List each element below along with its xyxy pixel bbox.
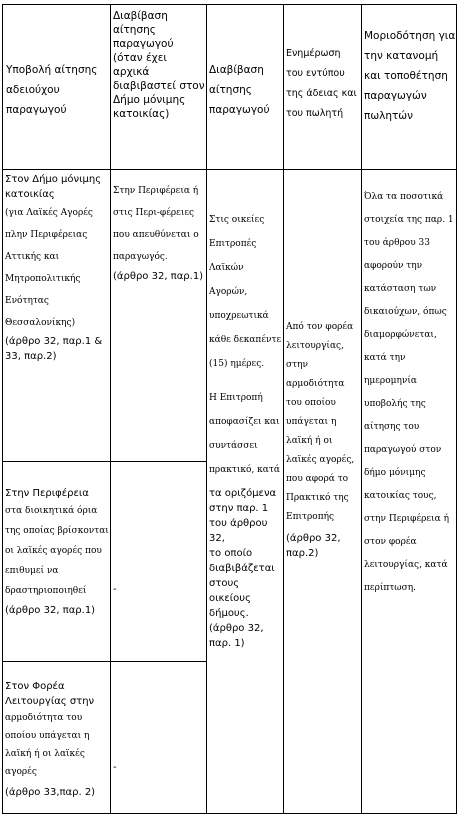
row3-submission-operator: Στον Φορέα Λειτουργίας στην αρμοδιότητα του οποίου υπάγεται η λαϊκή ή οι λαϊκές αγορές (άρθρο 33,παρ. 2)	[5, 681, 96, 798]
header-license-update: Ενημέρωση του εντύπου της άδειας και του πωλητή	[286, 48, 357, 119]
license-update-text: Από τον φορέα λειτουργίας, στην αρμοδιότητα του οποίου υπάγεται η λαϊκή ή οι λαϊκές αγορές, που αφορά το Πρακτικό της Επιτροπής (άρθρο 32, παρ.2)	[286, 322, 355, 559]
table-border-top	[2, 4, 457, 5]
header-forwarding-initial: Διαβίβαση αίτησης παραγωγού (όταν έχει αρχικά διαβιβαστεί στον Δήμο μόνιμης κατοικίας)	[113, 10, 205, 120]
committee-forwarding-text: Στις οικείες Επιτροπές Λαϊκών Αγορών, υποχρεωτικά κάθε δεκαπέντε (15) ημέρες. Η Επιτροπή αποφασίζει και συντάσσει πρακτικό, κατά τα οριζόμενα στην παρ. 1 του άρθρου 32, το οποίο διαβιβάζεται στους οικείους δήμους. (άρθρο 32, παρ. 1)	[209, 215, 282, 649]
column-divider-1	[110, 4, 111, 814]
row3-forwarding-empty: -	[113, 762, 117, 773]
row-divider-1	[2, 461, 207, 462]
column-divider-3	[283, 4, 284, 814]
table-border-left	[2, 4, 3, 814]
table-border-right	[456, 4, 457, 814]
header-forwarding: Διαβίβαση αίτησης παραγωγού	[209, 64, 270, 116]
column-divider-4	[361, 4, 362, 814]
row1-forwarding-region: Στην Περιφέρεια ή στις Περι-φέρειες που απευθύνεται ο παραγωγός. (άρθρο 32, παρ.1)	[113, 186, 204, 282]
row2-submission-region: Στην Περιφέρεια στα διοικητικά όρια της οποίας βρίσκονται οι λαϊκές αγορές που επιθυμεί να δραστηριοποιηθεί (άρθρο 32, παρ.1)	[5, 488, 109, 616]
row1-submission-municipality: Στον Δήμο μόνιμης κατοικίας (για Λαϊκές Αγορές πλην Περιφέρειας Αττικής και Μητροπολιτικής Ενότητας Θεσσαλονίκης) (άρθρο 32, παρ.1 & 33, παρ.2)	[5, 174, 103, 362]
header-divider	[2, 169, 457, 170]
row2-forwarding-empty: -	[113, 584, 117, 595]
header-scoring: Μοριοδότηση για την κατανομή και τοποθέτηση παραγωγών πωλητών	[364, 30, 456, 122]
column-divider-2	[206, 4, 207, 814]
scoring-text: Όλα τα ποσοτικά στοιχεία της παρ. 1 του άρθρου 33 αφορούν την κατάσταση των δικαιούχων, όπως διαμορφώνεται, κατά την ημερομηνία υποβολής της αίτησης του παραγωγού στον δήμο μόνιμης κατοικίας τους, στην Περιφέρεια ή στον φορέα λειτουργίας, κατά περίπτωση.	[364, 192, 454, 593]
row-divider-2	[2, 661, 207, 662]
header-submission: Υποβολή αίτησης αδειούχου παραγωγού	[6, 64, 98, 116]
table-border-bottom	[2, 813, 457, 814]
